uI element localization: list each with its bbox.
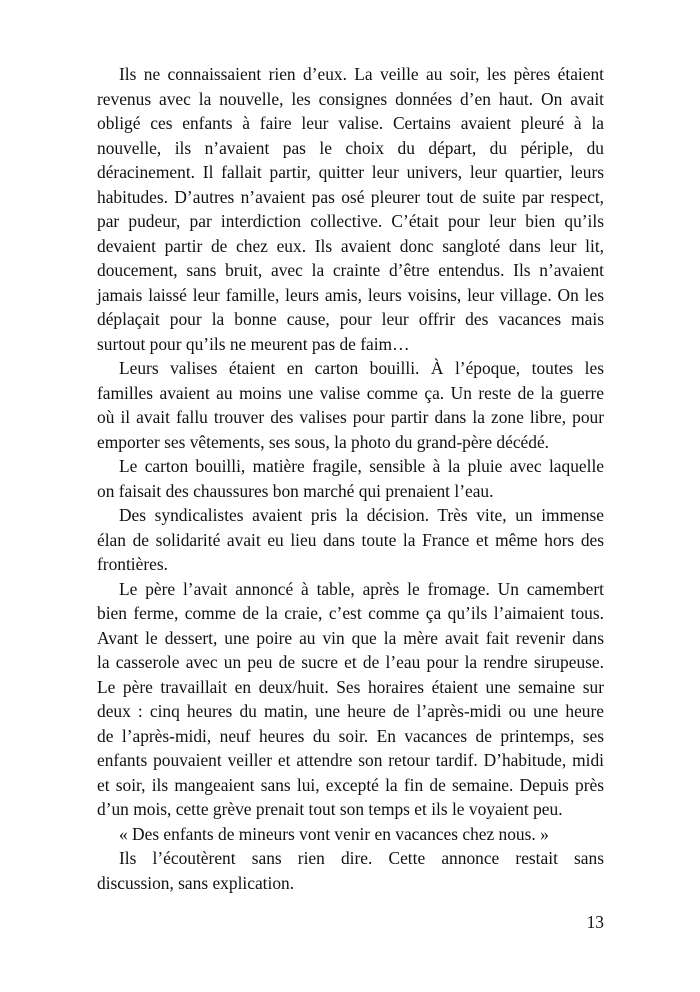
text-line: déplaçait pour la bonne cause, pour leur offrir des vacances mais bbox=[97, 309, 604, 329]
text-line: et soir, ils mangeaient sans lui, excepté la fin de semaine. Depuis près bbox=[97, 774, 604, 795]
text-line: la casserole avec un peu de sucre et de l’eau pour la rendre sirupeuse. bbox=[97, 652, 604, 672]
paragraph bbox=[97, 846, 604, 895]
text-line: on faisait des chaussures bon marché qui prenaient l’eau. bbox=[97, 480, 494, 501]
text-line: deux : cinq heures du matin, une heure de l’après-midi ou une heure bbox=[97, 701, 604, 721]
text-line: revenus avec la nouvelle, les consignes données d’en haut. On avait bbox=[97, 88, 604, 109]
text-line: Avant le dessert, une poire au vin que la mère avait fait revenir dans bbox=[97, 627, 604, 648]
paragraph bbox=[97, 577, 604, 822]
text-line: jamais laissé leur famille, leurs amis, leurs voisins, leur village. On les bbox=[97, 284, 604, 305]
text-line: élan de solidarité avait eu lieu dans toute la France et même hors des bbox=[97, 529, 604, 550]
text-line: doucement, sans bruit, avec la crainte d’être entendus. Ils n’avaient bbox=[97, 260, 604, 280]
text-line: bien ferme, comme de la craie, c’est comme ça qu’ils l’aimaient tous. bbox=[97, 603, 604, 623]
paragraph bbox=[97, 62, 604, 356]
paragraph bbox=[97, 503, 604, 577]
text-line: Le père travaillait en deux/huit. Ses horaires étaient une semaine sur bbox=[97, 676, 604, 697]
page-number: 13 bbox=[586, 912, 604, 932]
text-line: où il avait fallu trouver des valises pour partir dans la zone libre, pour bbox=[97, 407, 604, 427]
text-line: Des syndicalistes avaient pris la décision. Très vite, un immense bbox=[119, 505, 604, 525]
text-line: nouvelle, ils n’avaient pas le choix du départ, du périple, du bbox=[97, 137, 604, 158]
text-line: déracinement. Il fallait partir, quitter leur univers, leur quartier, leurs bbox=[97, 162, 604, 182]
text-line: d’un mois, cette grève prenait tout son temps et ils le voyaient peu. bbox=[97, 799, 563, 819]
text-line: obligé ces enfants à faire leur valise. Certains avaient pleuré à la bbox=[97, 113, 604, 133]
text-line: Ils ne connaissaient rien d’eux. La veille au soir, les pères étaient bbox=[119, 64, 604, 84]
text-line: familles avaient au moins une valise comme ça. Un reste de la guerre bbox=[97, 382, 604, 403]
text-line: par pudeur, par interdiction collective. C’était pour leur bien qu’ils bbox=[97, 211, 604, 231]
text-line: surtout pour qu’ils ne meurent pas de faim… bbox=[97, 333, 410, 354]
paragraph bbox=[97, 454, 604, 503]
text-line: Ils l’écoutèrent sans rien dire. Cette annonce restait sans bbox=[119, 848, 604, 868]
text-line: Le père l’avait annoncé à table, après le fromage. Un camembert bbox=[119, 578, 604, 599]
text-line: Leurs valises étaient en carton bouilli. À l’époque, toutes les bbox=[119, 358, 604, 378]
text-line: discussion, sans explication. bbox=[97, 872, 295, 893]
text-line: emporter ses vêtements, ses sous, la photo du grand-père décédé. bbox=[97, 431, 550, 452]
body-text bbox=[97, 62, 604, 895]
text-line: enfants pouvaient veiller et attendre son retour tardif. D’habitude, midi bbox=[97, 750, 604, 770]
text-line: de l’après-midi, neuf heures du soir. En vacances de printemps, ses bbox=[97, 725, 604, 746]
text-line: Le carton bouilli, matière fragile, sensible à la pluie avec laquelle bbox=[119, 456, 604, 476]
paragraph bbox=[97, 356, 604, 454]
text-line: frontières. bbox=[97, 554, 168, 574]
text-line: « Des enfants de mineurs vont venir en vacances chez nous. » bbox=[119, 823, 549, 844]
text-line: devaient partir de chez eux. Ils avaient donc sangloté dans leur lit, bbox=[97, 235, 604, 256]
text-line: habitudes. D’autres n’avaient pas osé pleurer tout de suite par respect, bbox=[97, 186, 604, 207]
paragraph bbox=[97, 822, 604, 847]
